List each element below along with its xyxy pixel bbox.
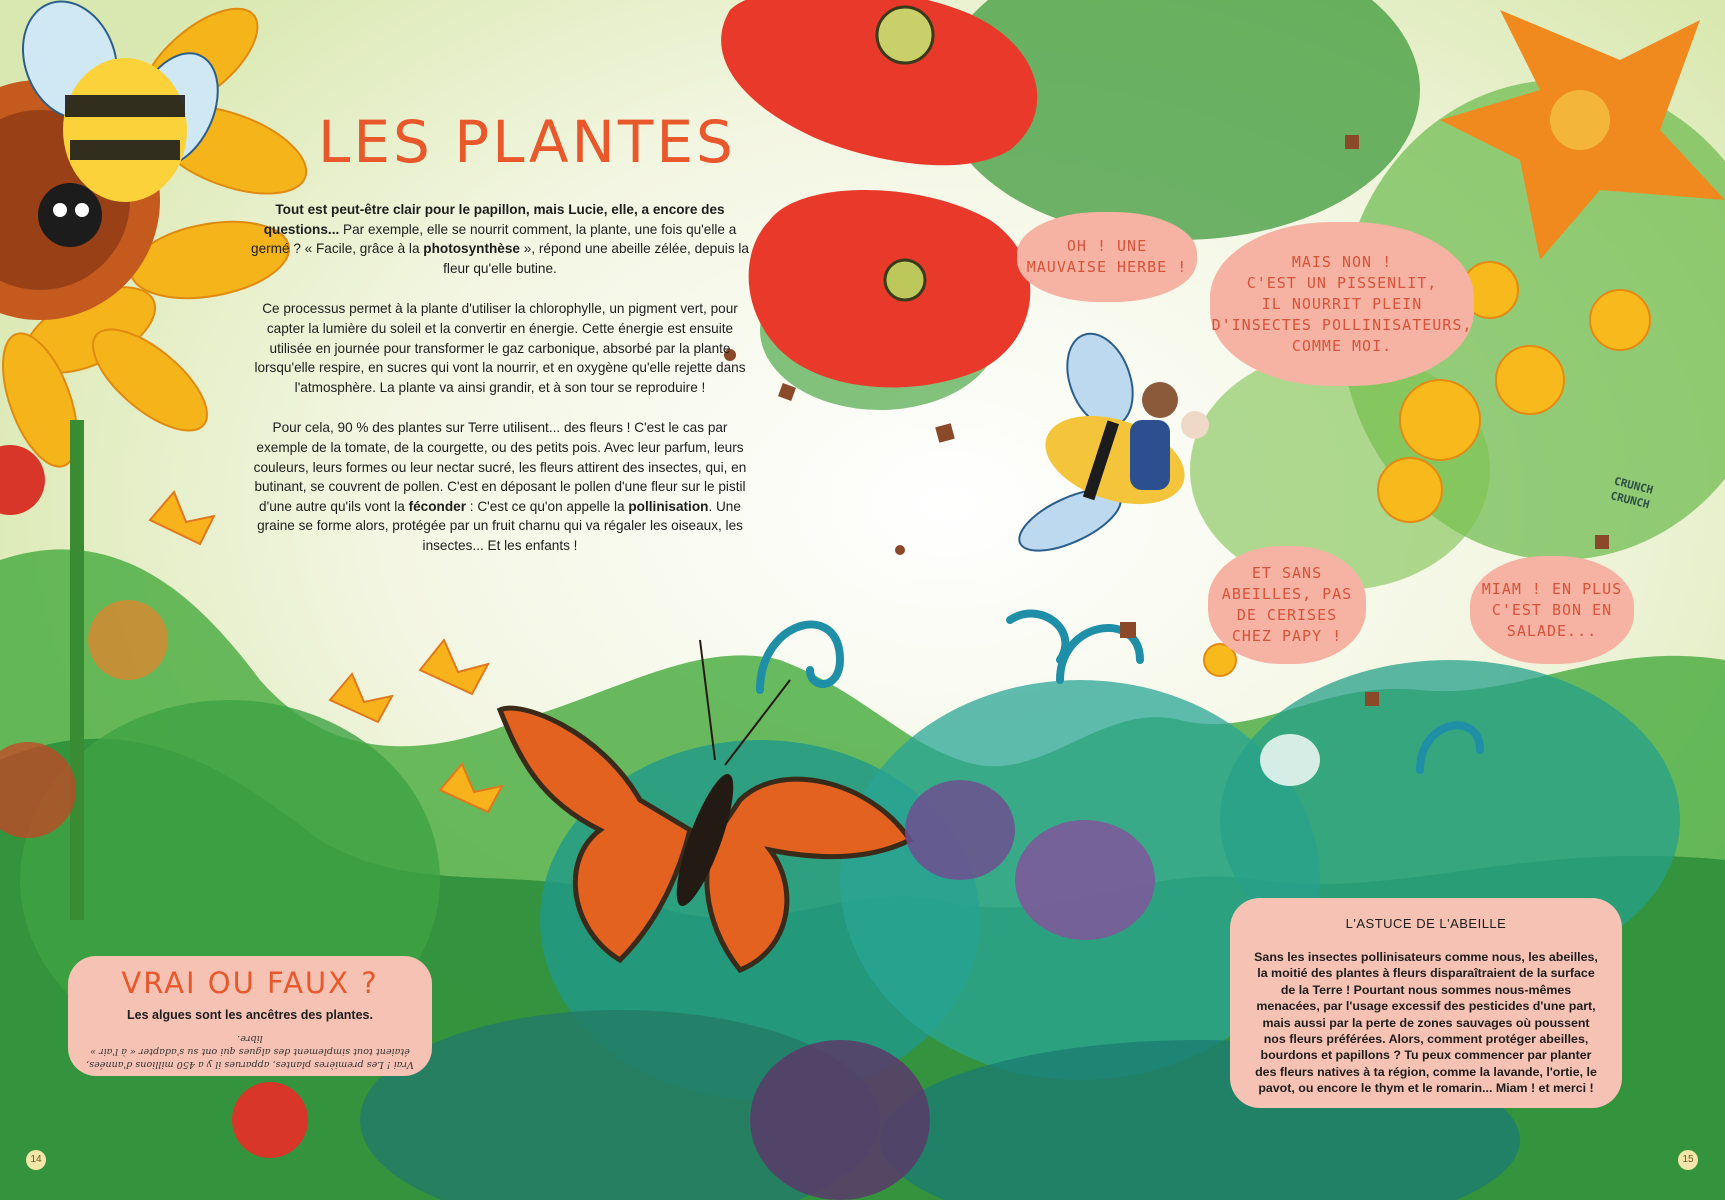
bee-tip-box: [1230, 898, 1622, 1108]
speech-bubble-salad: [1470, 556, 1634, 664]
intro-text-e: . Une graine se forme alors, protégée par un fruit charnu qui va régaler les oiseaux, les insectes... Et les enfants !: [257, 498, 743, 553]
intro-paragraph-2: Ce processus permet à la plante d'utiliser la chlorophylle, un pigment vert, pour capter la lumière du soleil et la convertir en énergie. Cette énergie est ensuite utilisée en journée pour transformer le gaz carbonique, absorbé par la plante lorsqu'elle respire, en sucres qui vont la nourrir, et en oxygène qu'elle rejette dans l'atmosphère. La plante va ainsi grandir, et à son tour se reproduire !: [254, 301, 746, 395]
intro-text: [250, 200, 750, 577]
intro-paragraph-1: [250, 200, 750, 278]
term-pollinisation: pollinisation: [628, 498, 709, 514]
speech-bubble-dandelion: [1210, 222, 1474, 386]
page-number-left: 14: [26, 1150, 46, 1170]
true-or-false-box: [68, 956, 432, 1076]
intro-text-a: Par exemple, elle se nourrit comment, la plante, une fois qu'elle a germé ? « Facile, grâce à la: [251, 221, 737, 257]
intro-text-c: Pour cela, 90 % des plantes sur Terre utilisent... des fleurs ! C'est le cas par exemple de la tomate, de la courgette, ou des petits pois. Avec leur parfum, leurs couleurs, leurs formes ou leur nectar sucré, les fleurs attirent des insectes, qui, en butinant, se couvrent de pollen. C'est en déposant le pollen d'une fleur sur le pistil d'une autre qu'ils vont la: [253, 420, 747, 514]
intro-lead: Tout est peut-être clair pour le papillon, mais Lucie, elle, a encore des questions...: [263, 202, 725, 237]
intro-paragraph-3: [250, 418, 750, 555]
quiz-title: VRAI OU FAUX ?: [121, 966, 379, 1000]
crunch-sound-effect: CRUNCH CRUNCH: [1609, 474, 1655, 512]
speech-bubble-weed: [1017, 212, 1197, 302]
intro-text-b: », répond une abeille zélée, depuis la fleur qu'elle butine.: [443, 241, 749, 276]
page-number-right: 15: [1678, 1150, 1698, 1170]
speech-bubble-text: MAIS NON ! C'EST UN PISSENLIT, IL NOURRIT PLEIN D'INSECTES POLLINISATEURS, COMME MOI.: [1211, 252, 1473, 355]
speech-bubble-text: ET SANS ABEILLES, PAS DE CERISES CHEZ PAPY !: [1221, 564, 1353, 645]
speech-bubble-text: OH ! UNE MAUVAISE HERBE !: [1026, 237, 1188, 276]
term-feconder: féconder: [408, 498, 466, 514]
quiz-answer-upside-down: Vrai ! Les premières plantes, apparues il y a 450 millions d'années, étaient tout simplement des algues qui ont su s'adapter « à l'air » libre.: [86, 1033, 414, 1070]
tip-body: Sans les insectes pollinisateurs comme nous, les abeilles, la moitié des plantes à fleurs disparaîtraient de la surface de la Terre ! Pourtant nous sommes nous-mêmes menacées, par l'usage excessif des pesticides d'une part, mais aussi par la perte de zones sauvages où poussent nos fleurs préférées. Alors, comment protéger abeilles, bourdons et papillons ? Tu peux commencer par planter des fleurs natives à ta région, comme la lavande, l'ortie, le pavot, ou encore le thym et le romarin... Miam ! et merci !: [1254, 950, 1598, 1096]
speech-bubble-cherries: [1208, 546, 1366, 664]
speech-bubble-text: MIAM ! EN PLUS C'EST BON EN SALADE...: [1481, 579, 1623, 640]
intro-text-d: : C'est ce qu'on appelle la: [466, 498, 629, 514]
term-photosynthesis: photosynthèse: [423, 241, 520, 257]
page-title: LES PLANTES: [318, 108, 736, 176]
quiz-question: Les algues sont les ancêtres des plantes.: [127, 1008, 373, 1022]
tip-title: L'ASTUCE DE L'ABEILLE: [1345, 916, 1507, 931]
